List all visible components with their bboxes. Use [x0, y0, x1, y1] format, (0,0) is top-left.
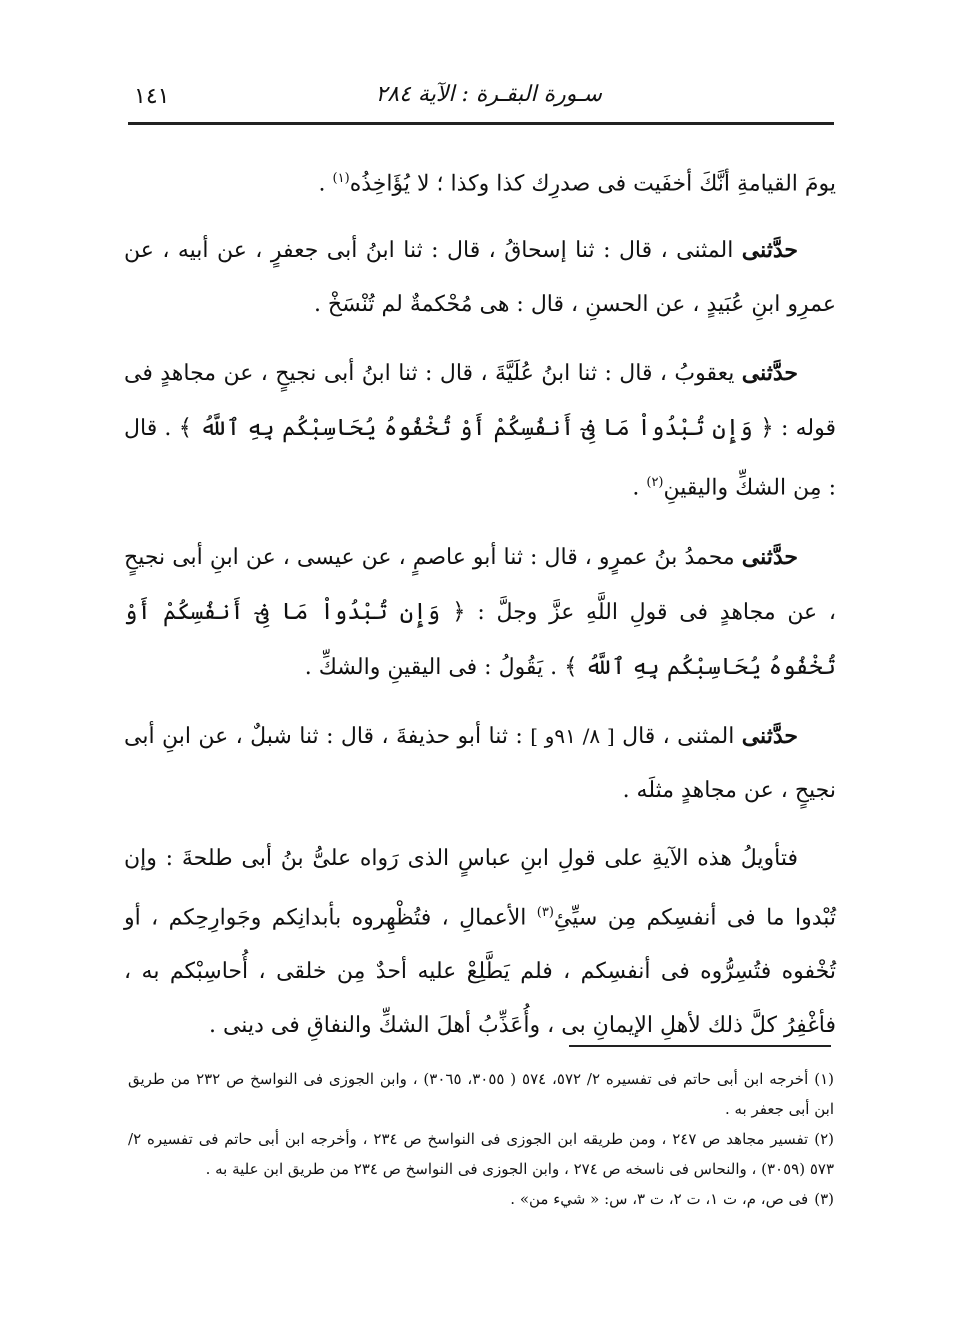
footnote-number: (١) — [814, 1070, 835, 1088]
quran-verse: ﴿ وَإِن تُبْدُواْ مَا فِىٓ أَنفُسِكُمْ أَوْ تُخْفُوهُ يُحَاسِبْكُم بِهِ ٱللَّهُ ﴾ — [178, 415, 774, 442]
footnotes — [128, 1064, 834, 1214]
main-text — [124, 152, 836, 1067]
paragraph-text: الأعمالِ ، فتُظْهِروه بأبدانِكم وجَوارِحِكم ، أو تُخْفوه فتُسِرُّوه فى أنفسِكم ، فلم يَطَّلِعْ عليه أحدٌ مِن خلقى ، أُحاسِبْكم به ، فأغْفِرُ كلَّ ذلك لأهلِ الإيمانِ بى ، وأُعَذِّبُ أهلَ الشكِّ والنفاقِ فى دينى . — [124, 904, 836, 1038]
paragraph-5 — [124, 709, 836, 818]
paragraph-1 — [124, 152, 836, 211]
paragraph-2 — [124, 223, 836, 332]
header-title: سـورة البقـرة : الآية ٢٨٤ — [375, 82, 602, 107]
paragraph-text: . يَقُولُ : فى اليقينِ والشكِّ . — [304, 654, 565, 680]
page-number: ١٤١ — [134, 84, 170, 109]
paragraph-text: المثنى ، قال : ثنا إسحاقُ ، قال : ثنا ابنُ أبى جعفرٍ ، عن أبيه ، عن عمرِو ابنِ عُبَيدٍ ، عن الحسنِ ، قال : هى مُحْكمةٌ لم تُنْسَخْ . — [124, 238, 836, 318]
footnote-1 — [128, 1064, 834, 1124]
paragraph-3 — [124, 346, 836, 515]
paragraph-text: : ثنا أبو حذيفةَ ، قال : ثنا شبلٌ ، عن ابنِ أبى نجيحٍ ، عن مجاهدٍ مثلَه . — [124, 723, 836, 803]
footnote-marker: (٢) — [646, 475, 664, 491]
narration-lead: حدَّثنى — [741, 722, 798, 749]
paragraph-6 — [124, 832, 836, 1053]
footnote-number: (٢) — [814, 1130, 834, 1148]
narration-lead: حدَّثنى — [741, 543, 798, 570]
running-header — [128, 78, 834, 122]
narration-lead: حدَّثنى — [741, 360, 798, 387]
paragraph-text: المثنى ، قال — [614, 723, 742, 749]
paragraph-text: يعقوبُ ، قال : ثنا ابنُ عُلَيَّةَ ، قال : ثنا ابنُ أبى نجيحٍ ، عن مجاهدٍ فى قوله : — [124, 361, 837, 442]
paragraph-text: . — [632, 475, 647, 501]
narration-lead: حدَّثنى — [741, 237, 798, 264]
paragraph-text: . — [318, 171, 333, 197]
header-divider — [128, 122, 834, 125]
footnote-text: فى ص، م، ت ١، ت ٢، ت ٣، س: « شيء من» . — [510, 1190, 809, 1208]
paragraph-text: . قال : مِن الشكِّ واليقينِ — [124, 416, 836, 501]
quran-verse: ﴿ وَإِن تُبْدُواْ مَا فِىٓ أَنفُسِكُمْ أَوْ تُخْفُوهُ يُحَاسِبْكُم بِهِ ٱللَّهُ ﴾ — [124, 598, 836, 680]
footnote-marker: (٣) — [536, 904, 554, 920]
paragraph-text: محمدُ بنُ عمرٍو ، قال : ثنا أبو عاصمٍ ، عن عيسى ، عن ابنِ أبى نجيحٍ ، عن مجاهدٍ فى قولِ اللَّهِ عزَّ وجلَّ : — [124, 544, 836, 625]
paragraph-text: يومَ القيامةِ أنَّكَ أخفَيت فى صدرِك كذا وكذا ؛ لا يُؤَاخِذُه — [349, 171, 836, 197]
footnote-2 — [128, 1124, 834, 1184]
footnote-text: أخرجه ابن أبى حاتم فى تفسيره ٢/ ٥٧٢، ٥٧٤ ( ٣٠٥٥، ٣٠٦٥) ، وابن الجوزى فى النواسخ ص ٢٣٢ من طريق ابن أبى جعفر به . — [128, 1070, 834, 1118]
footnote-number: (٣) — [814, 1190, 834, 1208]
footnote-marker: (١) — [332, 171, 350, 186]
footnote-text: تفسير مجاهد ص ٢٤٧ ، ومن طريقه ابن الجوزى فى النواسخ ص ٢٣٤ ، وأخرجه ابن أبى حاتم فى تفسيره ٢/ ٥٧٣ (٣٠٥٩) ، والنحاس فى ناسخه ص ٢٧٤ ، وابن الجوزى فى النواسخ ص ٢٣٤ من طريق ابن علية به . — [128, 1130, 834, 1178]
footnote-divider — [569, 1045, 831, 1047]
paragraph-text: فتأويلُ هذه الآيةِ على قولِ ابنِ عباسٍ الذى رَواه علىُّ بنُ أبى طلحةَ : وإن تُبْدوا ما فى أنفسِكم مِن سيِّئِ — [124, 845, 837, 930]
footnote-3 — [128, 1184, 834, 1214]
paragraph-4 — [124, 530, 836, 695]
manuscript-folio-ref: [ ٨/ ٩١و ] — [530, 723, 615, 748]
